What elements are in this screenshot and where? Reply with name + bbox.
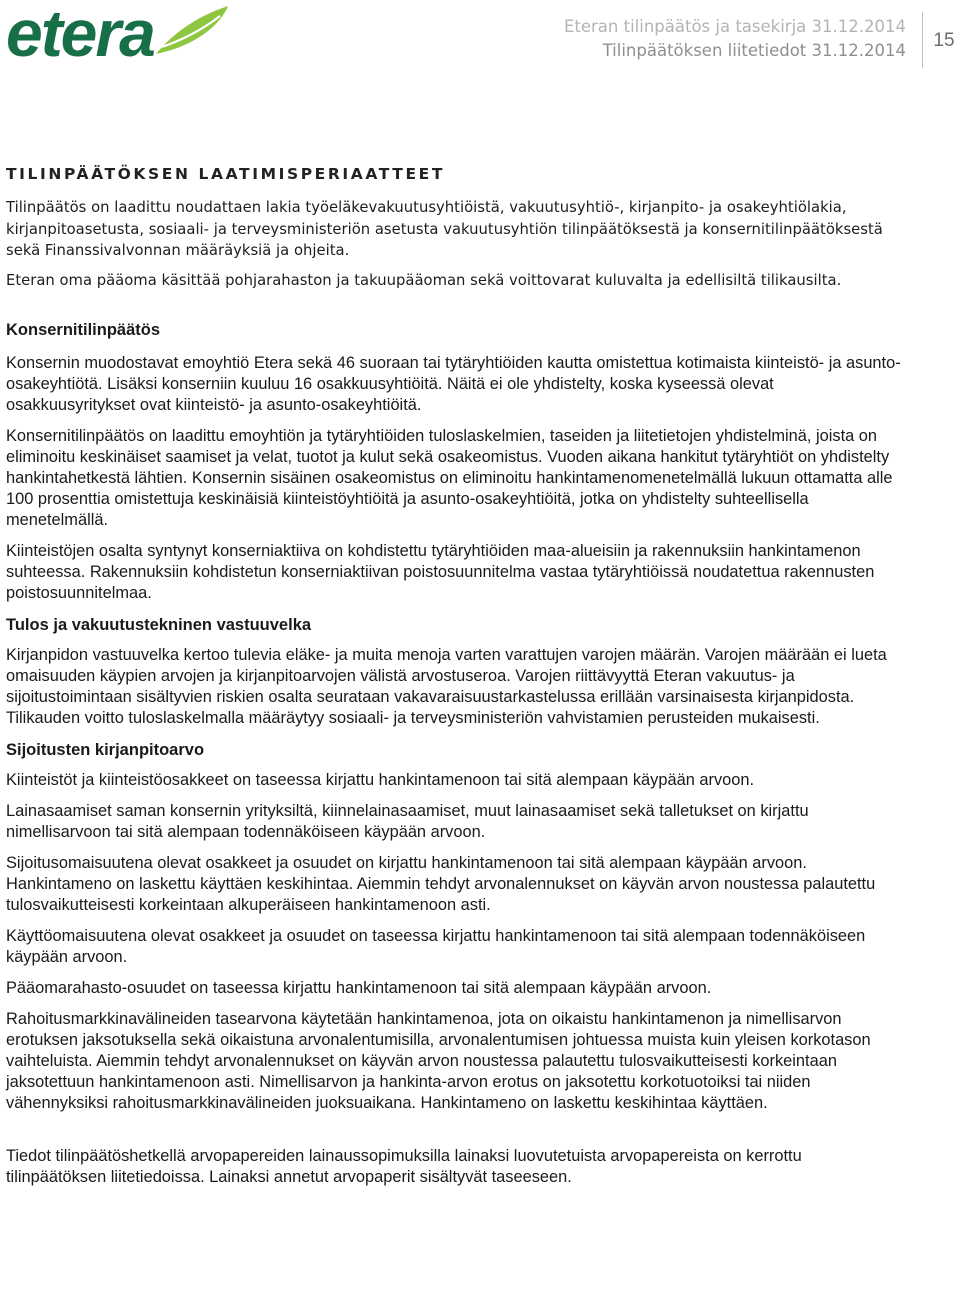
section-heading-principles: TILINPÄÄTÖKSEN LAATIMISPERIAATTEET <box>6 165 446 183</box>
leaf-icon <box>156 6 228 54</box>
paragraph: Kiinteistöt ja kiinteistöosakkeet on taseessa kirjattu hankintamenoon tai sitä alempaan käypään arvoon. <box>6 771 755 789</box>
paragraph: Konsernin muodostavat emoyhtiö Etera sekä 46 suoraan tai tytäryhtiöiden kautta omistettua kotimaista kiinteistö- ja asunto-osakeyhtiötä. Lisäksi konserniin kuuluu 16 osakkuusyhtiöitä. Näitä ei ole yhdistelty, koska kyseessä olevat osakkuusyritykset ovat kiinteistö- ja asunto-osakeyhtiöitä. <box>6 354 901 414</box>
paragraph: Tilinpäätös on laadittu noudattaen lakia työeläkevakuutusyhtiöistä, vakuutusyhtiö-, kirjanpito- ja osakeyhtiölakia, kirjanpitoasetusta, sosiaali- ja terveysministeriön asetusta vakuutusyhtiön tilinpäätöksestä ja konsernitilinpäätöksestä sekä Finanssivalvonnan määräyksiä ja ohjeita. <box>6 199 883 259</box>
etera-logo <box>6 2 236 64</box>
header-section-title: Tilinpäätöksen liitetiedot 31.12.2014 <box>602 41 906 60</box>
header-document-title: Eteran tilinpäätös ja tasekirja 31.12.2014 <box>563 17 906 36</box>
paragraph: Kirjanpidon vastuuvelka kertoo tulevia eläke- ja muita menoja varten varattujen varojen määrän. Varojen määrään ei lueta omaisuuden käypien arvojen ja kirjanpitoarvojen välistä arvostuseroa. Varojen riittävyyttä Eteran vakuutus- ja sijoitustoimintaan sisältyvien riskien osalta seurataan vakavaraisuustarkastelussa erillään varsinaisesta kirjanpidosta. Tilikauden voitto tuloslaskelmalla määräytyy sosiaali- ja terveysministeriön vahvistamien perusteiden mukaisesti. <box>6 646 887 727</box>
paragraph: Tiedot tilinpäätöshetkellä arvopapereiden lainaussopimuksilla lainaksi luovutetuista arvopapereista on kerrottu tilinpäätöksen liitetiedoissa. Lainaksi annetut arvopaperit sisältyvät taseeseen. <box>6 1147 802 1186</box>
paragraph: Pääomarahasto-osuudet on taseessa kirjattu hankintamenoon tai sitä alempaan käypään arvoon. <box>6 979 712 997</box>
page-number: 15 <box>933 30 955 51</box>
section-heading-result: Tulos ja vakuutustekninen vastuuvelka <box>6 616 312 634</box>
paragraph: Rahoitusmarkkinavälineiden tasearvona käytetään hankintamenoa, jota on oikaistu hankintamenon ja nimellisarvon erotuksen jaksotuksella sekä oikaistuna arvonalentumisilla, arvonalentumisen johtuessa muista kuin yleisen korkotason vaihteluista. Aiemmin tehdyt arvonalennukset on käyvän arvon noustessa palautettu tulosvaikutteisesti korkeintaan jaksotettuun hankintamenoon asti. Nimellisarvon ja hankinta-arvon erotus on jaksotettu korkotuotoiksi tai niiden vähennyksiksi rahoitusmarkkinavälineiden juoksuaikana. Hankintameno on laskettu keskihintaa käyttäen. <box>6 1010 871 1112</box>
paragraph: Lainasaamiset saman konsernin yrityksiltä, kiinnelainasaamiset, muut lainasaamiset sekä talletukset on kirjattu nimellisarvoon tai sitä alempaan todennäköiseen käypään arvoon. <box>6 802 809 841</box>
paragraph: Eteran oma pääoma käsittää pohjarahaston ja takuupääoman sekä voittovarat kuluvalta ja edellisiltä tilikausilta. <box>6 271 842 289</box>
paragraph: Sijoitusomaisuutena olevat osakkeet ja osuudet on kirjattu hankintamenoon tai sitä alempaan käypään arvoon. Hankintameno on laskettu käyttäen keskihintaa. Aiemmin tehdyt arvonalennukset on käyvän arvon noustessa palautettu tulosvaikutteisesti korkeintaan alkuperäiseen hankintamenoon asti. <box>6 854 876 914</box>
paragraph: Konsernitilinpäätös on laadittu emoyhtiön ja tytäryhtiöiden tuloslaskelmien, taseiden ja liitetietojen yhdistelminä, joista on eliminoitu keskinäiset saamiset ja velat, tuotot ja kulut sekä osakeomistus. Vuoden aikana hankitut tytäryhtiöt on yhdistelty hankintahetkestä lähtien. Konsernin sisäinen osakeomistus on eliminoitu hankintamenomenetelmällä lukuun ottamatta alle 100 prosenttia omistettuja keskinäisiä kiinteistöyhtiöitä ja asunto-osakeyhtiöitä, jotka on yhdistelty suhteellisella menetelmällä. <box>6 427 893 529</box>
section-heading-consolidated: Konsernitilinpäätös <box>6 321 161 339</box>
paragraph: Kiinteistöjen osalta syntynyt konserniaktiiva on kohdistettu tytäryhtiöiden maa-alueisiin ja rakennuksiin hankintamenon suhteessa. Rakennuksiin kohdistetun konserniaktiivan poistosuunnitelma vastaa tytäryhtiöissä noudatettua rakennusten poistosuunnitelmaa. <box>6 542 875 602</box>
page-body <box>6 163 906 1198</box>
section-heading-investments: Sijoitusten kirjanpitoarvo <box>6 741 205 759</box>
paragraph: Käyttöomaisuutena olevat osakkeet ja osuudet on taseessa kirjattu hankintamenoon tai sitä alempaan todennäköiseen käypään arvoon. <box>6 927 866 966</box>
header-divider <box>922 12 923 68</box>
document-header <box>564 15 906 63</box>
logo-wordmark: etera <box>6 2 154 64</box>
